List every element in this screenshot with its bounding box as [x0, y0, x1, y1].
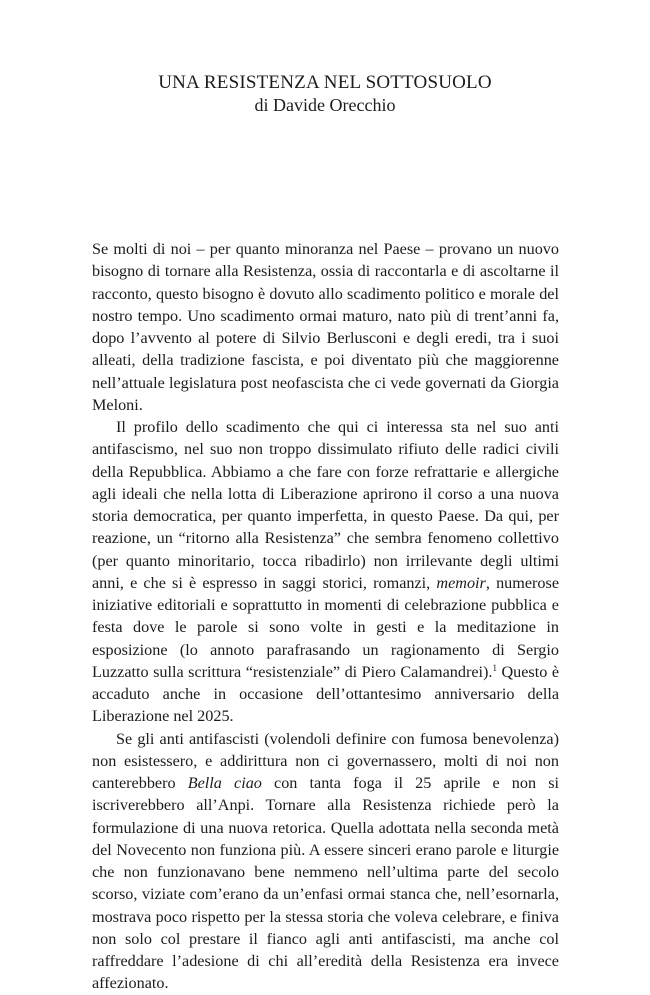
paragraph-2-text-a: Il profilo dello scadimento che qui ci interessa sta nel suo anti antifascismo, nel suo non troppo dissimulato rifiuto delle radici civili della Repubblica. Abbiamo a che fare con forze refrattarie e allergiche agli ideali che nella lotta di Liberazione aprirono il corso a una nuova storia democratica, per quanto imperfetta, in questo Paese. Da qui, per reazione, un “ritorno alla Resistenza” che sembra fenomeno collettivo (per quanto minoritario, tocca ribadirlo) non irrilevante degli ultimi anni, e che si è espresso in saggi storici, romanzi,: [92, 418, 559, 592]
paragraph-1: [92, 238, 559, 416]
chapter-header: [0, 72, 650, 116]
paragraph-3-text-a: Se gli anti antifascisti (volendoli definire con fumosa benevolenza) non esistessero, e addirittura non ci governassero, molti di noi non canterebbero: [92, 729, 559, 792]
paragraph-3-italic: Bella ciao: [187, 774, 262, 792]
paragraph-1-text: Se molti di noi – per quanto minoranza nel Paese – provano un nuovo bisogno di tornare alla Resistenza, ossia di raccontarla e di ascoltarne il racconto, questo bisogno è dovuto allo scadimento politico e morale del nostro tempo. Uno scadimento ormai maturo, nato più di trent’anni fa, dopo l’avvento al potere di Silvio Berlusconi e degli eredi, tra i suoi alleati, della tradizione fascista, e poi diventato più che maggiorenne nell’attuale legislatura post neofascista che ci vede governati da Giorgia Meloni.: [92, 240, 559, 414]
paragraph-2-text-c: Questo è accaduto anche in occasione dell’ottantesimo anniversario della Liberazione nel 2025.: [92, 662, 560, 726]
paragraph-2-text-b: , numerose iniziative editoriali e soprattutto in momenti di celebrazione pubblica e festa dove le parole si sono volte in gesti e la meditazione in esposizione (lo annoto parafrasando un ragionamento di Sergio Luzzatto sulla scrittura “resistenziale” di Piero Calamandrei).: [92, 573, 560, 681]
paragraph-3-text-b: con tanta foga il 25 aprile e non si iscriverebbero all’Anpi. Tornare alla Resistenza richiede però la formulazione di una nuova retorica. Quella adottata nella seconda metà del Novecento non funziona più. A essere sinceri erano parole e liturgie che non funzionavano bene nemmeno nell’ultima parte del secolo scorso, viziate com’erano da un’enfasi ormai stanca che, nell’esornarla, mostrava poco rispetto per la stessa storia che voleva celebrare, e finiva non solo col prestare il fianco agli anti antifascisti, ma anche col raffreddare l’adesione di chi all’eredità della Resistenza era invece affezionato.: [92, 774, 560, 993]
footnote-marker[interactable]: 1: [492, 662, 497, 673]
chapter-body: [92, 238, 559, 995]
paragraph-2-italic: memoir: [436, 573, 486, 592]
chapter-author: di Davide Orecchio: [254, 95, 396, 115]
paragraph-3: [92, 728, 559, 995]
paragraph-2: [92, 416, 559, 728]
chapter-title: UNA RESISTENZA NEL SOTTOSUOLO: [158, 72, 492, 93]
